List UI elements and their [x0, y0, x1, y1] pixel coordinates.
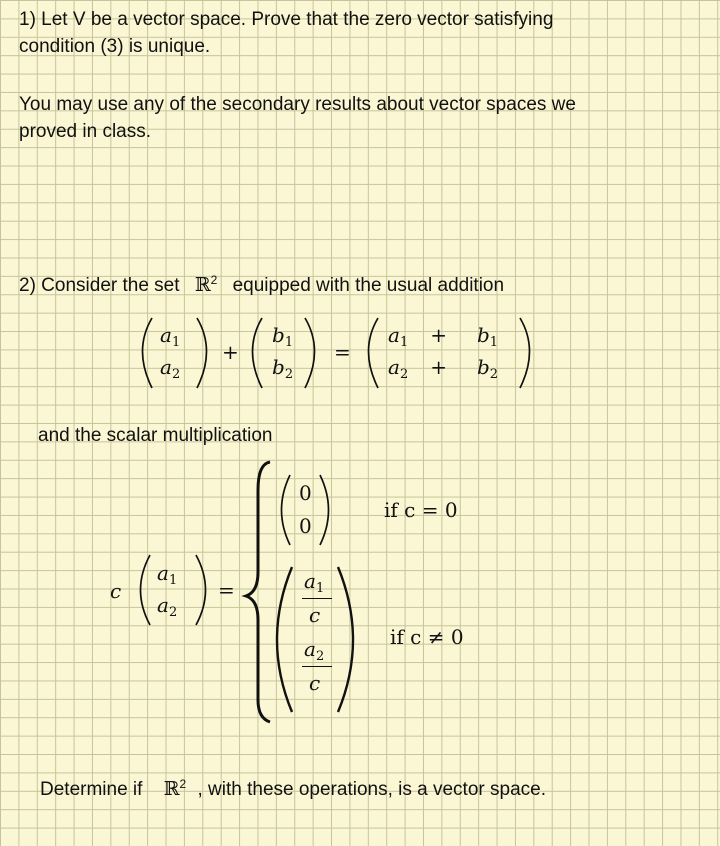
real-numbers-symbol: ℝ [194, 274, 211, 296]
scalar-vector-entry-1: $a_1$ [157, 561, 178, 588]
fraction-1-bar [302, 598, 332, 599]
fraction-2-numerator: $a_2$ [304, 637, 325, 664]
zero-vector-entry-2: 0 [299, 514, 312, 538]
final-question [40, 773, 546, 801]
vector-b-entry-2: $b_2$ [272, 355, 294, 382]
sum-entry-2: $a_2 + b_2$ [388, 355, 499, 382]
question-before-text: Determine if [40, 779, 143, 800]
intro-before-text: 2) Consider the set [19, 275, 180, 296]
problem1-line4: proved in class. [19, 121, 152, 142]
scalar-c: c [110, 579, 122, 603]
vector-b-entry-1: $b_1$ [272, 323, 294, 350]
vector-a-entry-2: $a_2$ [160, 355, 181, 382]
vector-a-entry-1: $a_1$ [160, 323, 181, 350]
case1-condition: if c = 0 [384, 498, 458, 522]
fraction-2-bar [302, 666, 332, 667]
intro-after-text: equipped with the usual addition [232, 275, 505, 296]
set-exponent: 2 [210, 273, 218, 287]
fraction-1-numerator: $a_1$ [304, 569, 325, 596]
zero-vector-entry-1: 0 [299, 481, 312, 505]
scalar-equals-sign: = [218, 578, 235, 602]
question-after-text: , with these operations, is a vector space. [197, 779, 546, 800]
scalar-vector-entry-2: $a_2$ [157, 593, 178, 620]
set-exponent-2: 2 [179, 777, 187, 791]
scalar-brackets [0, 0, 400, 300]
addition-equals-sign: = [334, 340, 351, 364]
fraction-2-denominator: c [309, 671, 321, 695]
problem1-line2: condition (3) is unique. [19, 36, 211, 57]
sum-entry-1: $a_1 + b_1$ [388, 323, 499, 350]
scalar-intro: and the scalar multiplication [38, 425, 273, 446]
addition-plus-sign: + [222, 340, 239, 364]
real-numbers-symbol-2: ℝ [163, 778, 180, 800]
case2-condition: if c ≠ 0 [390, 625, 464, 649]
fraction-1-denominator: c [309, 603, 321, 627]
problem1-line1: 1) Let V be a vector space. Prove that the zero vector satisfying [19, 9, 554, 30]
problem1-line3: You may use any of the secondary results about vector spaces we [19, 94, 576, 115]
